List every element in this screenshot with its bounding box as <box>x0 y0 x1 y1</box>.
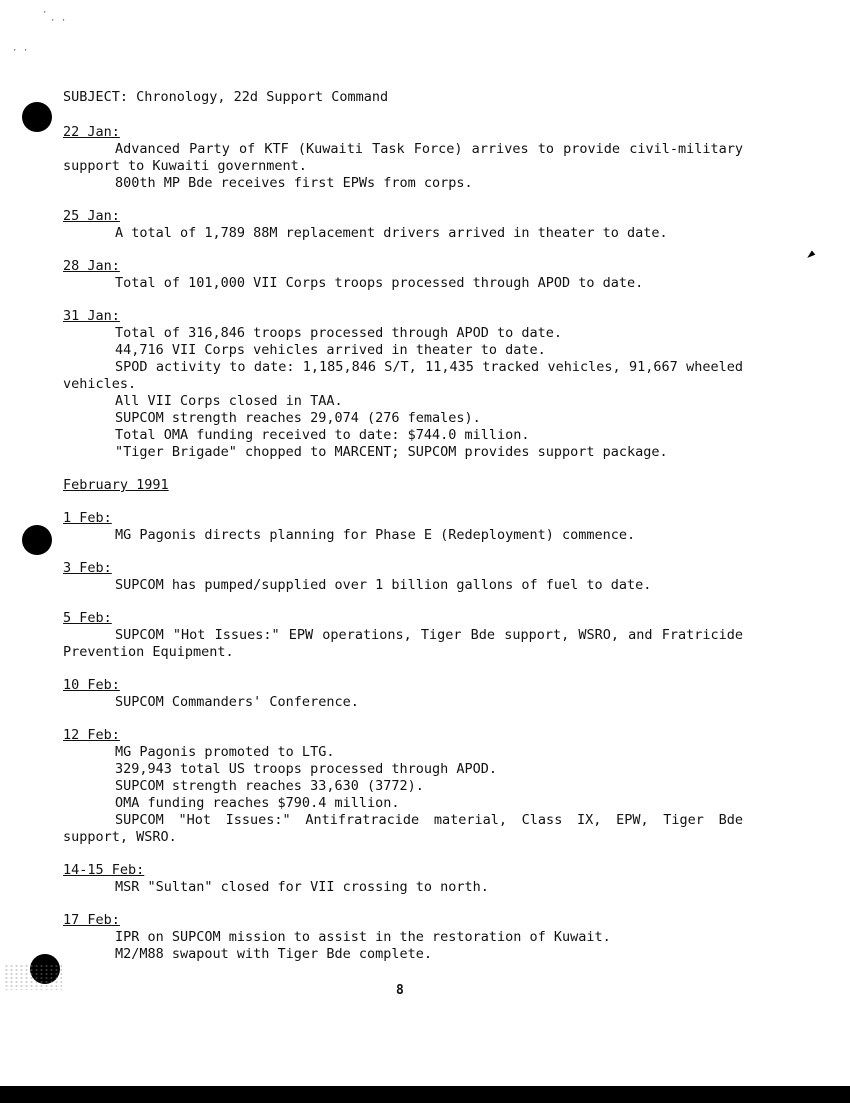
scan-noise <box>4 964 62 990</box>
scan-speck: · · <box>50 16 67 26</box>
chronology-entry <box>63 208 743 242</box>
entry-date: 28 Jan: <box>63 258 120 274</box>
entry-text: SUPCOM has pumped/supplied over 1 billion gallons of fuel to date. <box>115 577 652 593</box>
chronology-entry <box>63 677 743 711</box>
entry-date: 14-15 Feb: <box>63 862 145 878</box>
entry-date: 12 Feb: <box>63 727 120 743</box>
entry-text: Total OMA funding received to date: $744.0 million. <box>115 427 530 443</box>
entry-text: MG Pagonis promoted to LTG. <box>115 744 335 760</box>
entry-text: SPOD activity to date: 1,185,846 S/T, 11,435 tracked vehicles, 91,667 wheeled vehicles. <box>63 359 743 392</box>
entry-date: 10 Feb: <box>63 677 120 693</box>
entry-date: 31 Jan: <box>63 308 120 324</box>
entry-text: SUPCOM strength reaches 33,630 (3772). <box>115 778 424 794</box>
entry-text: SUPCOM "Hot Issues:" EPW operations, Tiger Bde support, WSRO, and Fratricide Prevention Equipment. <box>63 627 743 660</box>
chronology-entry <box>63 610 743 661</box>
page-number: 8 <box>396 983 404 998</box>
scan-speck: · <box>42 8 48 18</box>
chronology-entry <box>63 727 743 846</box>
entry-text: MG Pagonis directs planning for Phase E (Redeployment) commence. <box>115 527 636 543</box>
entry-text: OMA funding reaches $790.4 million. <box>115 795 400 811</box>
entry-text: SUPCOM strength reaches 29,074 (276 females). <box>115 410 481 426</box>
entry-date: 22 Jan: <box>63 124 120 140</box>
entry-text: 800th MP Bde receives first EPWs from corps. <box>115 175 473 191</box>
punch-hole <box>22 102 52 132</box>
chronology-entry <box>63 258 743 292</box>
entry-text: IPR on SUPCOM mission to assist in the restoration of Kuwait. <box>115 929 611 945</box>
entry-text: "Tiger Brigade" chopped to MARCENT; SUPCOM provides support package. <box>115 444 668 460</box>
entry-text: MSR "Sultan" closed for VII crossing to north. <box>115 879 489 895</box>
chronology-entry <box>63 510 743 544</box>
entry-text: SUPCOM Commanders' Conference. <box>115 694 359 710</box>
entry-text: 329,943 total US troops processed through APOD. <box>115 761 498 777</box>
entry-text: A total of 1,789 88M replacement drivers arrived in theater to date. <box>115 225 668 241</box>
chronology-body <box>63 124 743 979</box>
entry-date: 1 Feb: <box>63 510 112 526</box>
entry-date: 5 Feb: <box>63 610 112 626</box>
entry-date: 17 Feb: <box>63 912 120 928</box>
entry-text: Total of 316,846 troops processed through APOD to date. <box>115 325 563 341</box>
chronology-entry <box>63 308 743 461</box>
chronology-entry <box>63 124 743 192</box>
scan-mark-arrow: ◄ <box>801 246 819 264</box>
chronology-entry <box>63 560 743 594</box>
entry-text: Total of 101,000 VII Corps troops processed through APOD to date. <box>115 275 644 291</box>
chronology-entry <box>63 862 743 896</box>
entry-text: M2/M88 swapout with Tiger Bde complete. <box>115 946 432 962</box>
chronology-entry <box>63 912 743 963</box>
month-heading: February 1991 <box>63 477 169 493</box>
entry-text: Advanced Party of KTF (Kuwaiti Task Force) arrives to provide civil-military support to Kuwaiti government. <box>63 141 743 174</box>
entry-date: 25 Jan: <box>63 208 120 224</box>
punch-hole <box>22 525 52 555</box>
entry-text: All VII Corps closed in TAA. <box>115 393 343 409</box>
entry-text: 44,716 VII Corps vehicles arrived in theater to date. <box>115 342 546 358</box>
entry-date: 3 Feb: <box>63 560 112 576</box>
scan-speck: · · <box>12 46 29 56</box>
entry-text: SUPCOM "Hot Issues:" Antifratracide material, Class IX, EPW, Tiger Bde support, WSRO. <box>63 812 743 845</box>
subject-line: SUBJECT: Chronology, 22d Support Command <box>63 89 389 105</box>
scan-edge-bar <box>0 1086 850 1103</box>
